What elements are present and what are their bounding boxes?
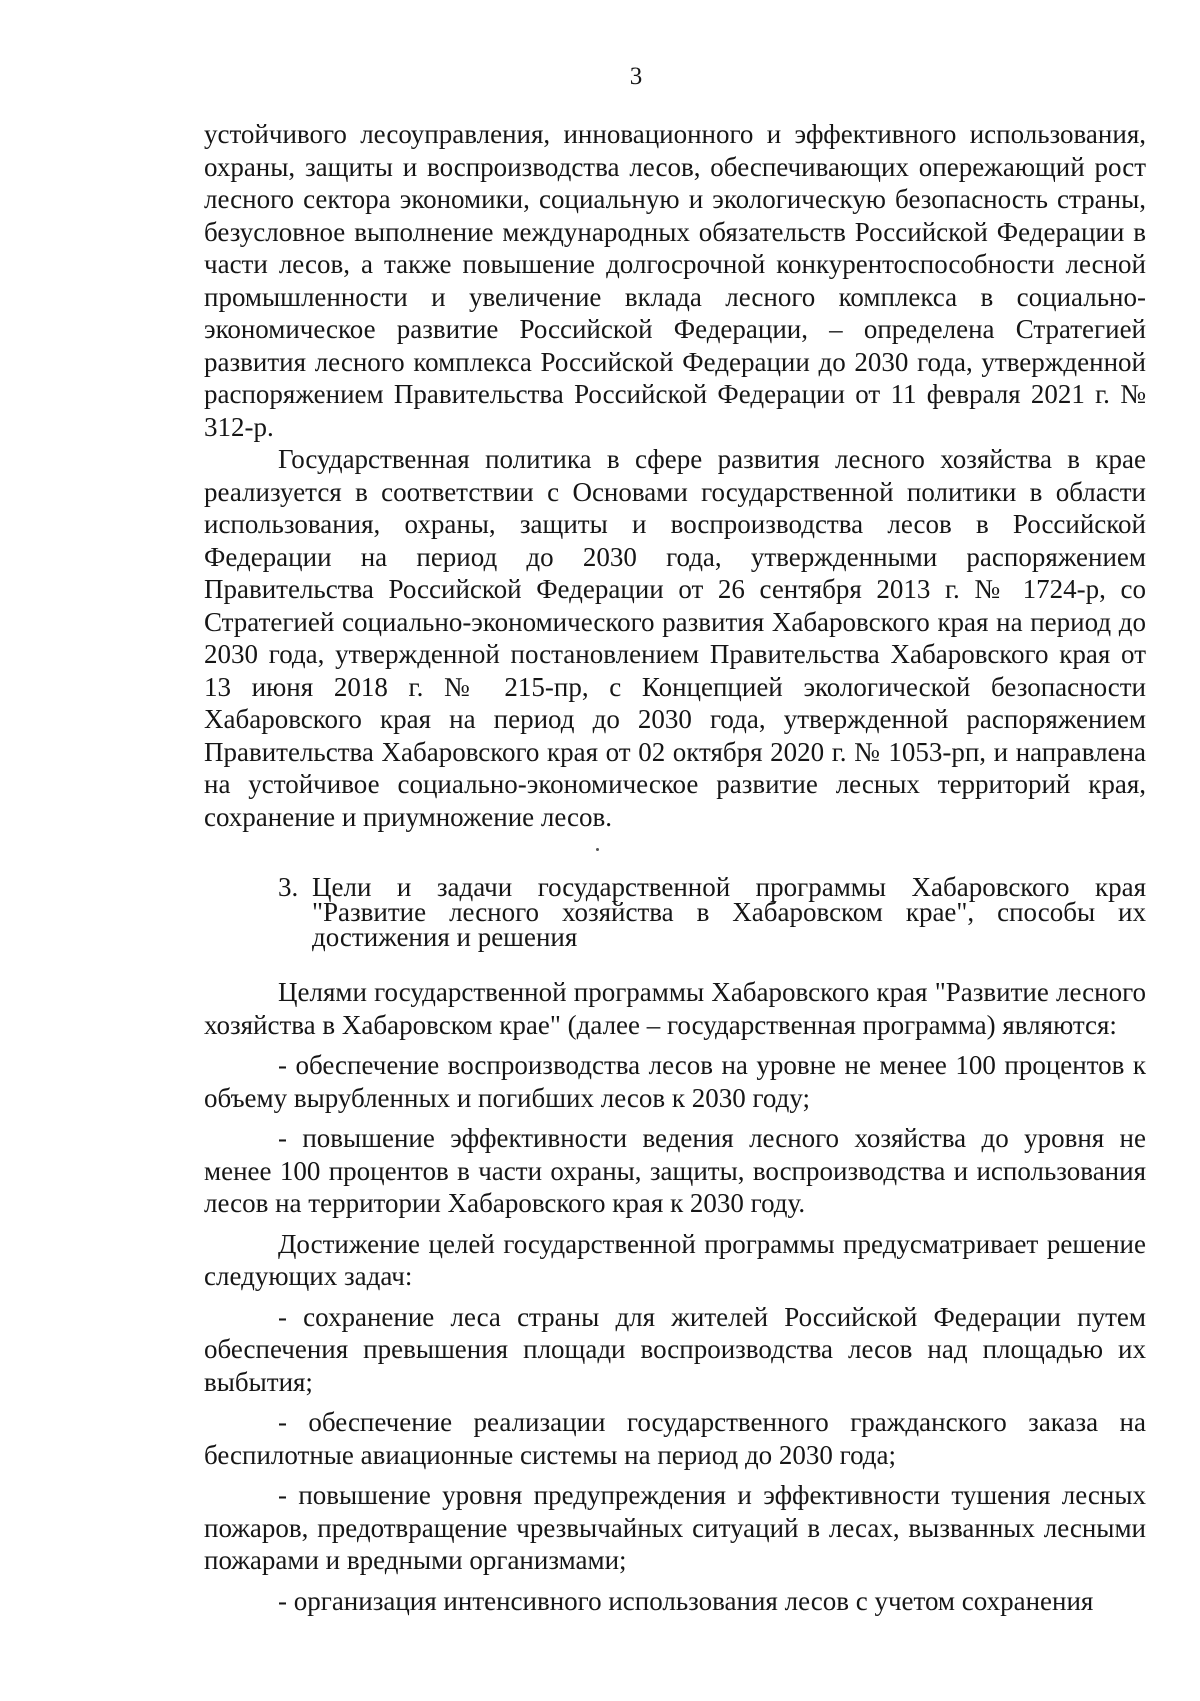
page-number: 3	[629, 63, 643, 90]
goal-item: - повышение эффективности ведения лесного хозяйства до уровня не менее 100 процентов в части охраны, защиты, воспроизводства и использования лесов на территории Хабаровского края к 2030 году.	[204, 1123, 1146, 1218]
section-heading	[278, 872, 1146, 952]
section-number: 3.	[278, 872, 299, 902]
scan-speck	[596, 848, 599, 851]
document-body	[204, 118, 1146, 1617]
task-item: - сохранение леса страны для жителей Российской Федерации путем обеспечения превышения площади воспроизводства лесов над площадью их выбытия;	[204, 1301, 1146, 1397]
paragraph-strategy-continuation: устойчивого лесоуправления, инновационного и эффективного использования, охраны, защиты и воспроизводства лесов, обеспечивающих опережающий рост лесного сектора экономики, социальную и экологическую безопасность страны, безусловное выполнение международных обязательств Российской Федерации в части лесов, а также повышение долгосрочной конкурентоспособности лесной промышленности и увеличение вклада лесного комплекса в социально-экономическое развитие Российской Федерации, – определена Стратегией развития лесного комплекса Российской Федерации до 2030 года, утвержденной распоряжением Правительства Российской Федерации от 11 февраля 2021 г. № 312-р.	[204, 119, 1146, 442]
goal-item: - обеспечение воспроизводства лесов на уровне не менее 100 процентов к объему вырубленных и погибших лесов к 2030 году;	[204, 1050, 1146, 1113]
task-item: - повышение уровня предупреждения и эффективности тушения лесных пожаров, предотвращение чрезвычайных ситуаций в лесах, вызванных лесными пожарами и вредными организмами;	[204, 1480, 1146, 1575]
paragraph-tasks-intro: Достижение целей государственной программы предусматривает решение следующих задач:	[204, 1228, 1146, 1291]
section-title: Цели и задачи государственной программы Хабаровского края "Развитие лесного хозяйства в Хабаровском крае", способы их достижения и решения	[312, 872, 1146, 952]
paragraph-goals-intro: Целями государственной программы Хабаровского края "Развитие лесного хозяйства в Хабаровском крае" (далее – государственная программа) являются:	[204, 977, 1146, 1040]
task-item: - организация интенсивного использования лесов с учетом сохранения	[278, 1585, 1094, 1616]
paragraph-state-policy: Государственная политика в сфере развития лесного хозяйства в крае реализуется в соответствии с Основами государственной политики в области использования, охраны, защиты и воспроизводства лесов в Российской Федерации на период до 2030 года, утвержденными распоряжением Правительства Российской Федерации от 26 сентября 2013 г. № 1724-р, со Стратегией социально-экономического развития Хабаровского края на период до 2030 года, утвержденной постановлением Правительства Хабаровского края от 13 июня 2018 г. № 215-пр, с Концепцией экологической безопасности Хабаровского края на период до 2030 года, утвержденной распоряжением Правительства Хабаровского края от 02 октября 2020 г. № 1053-рп, и направлена на устойчивое социально-экономическое развитие лесных территорий края, сохранение и приумножение лесов.	[204, 444, 1146, 832]
task-item: - обеспечение реализации государственного гражданского заказа на беспилотные авиационные системы на период до 2030 года;	[204, 1407, 1146, 1470]
